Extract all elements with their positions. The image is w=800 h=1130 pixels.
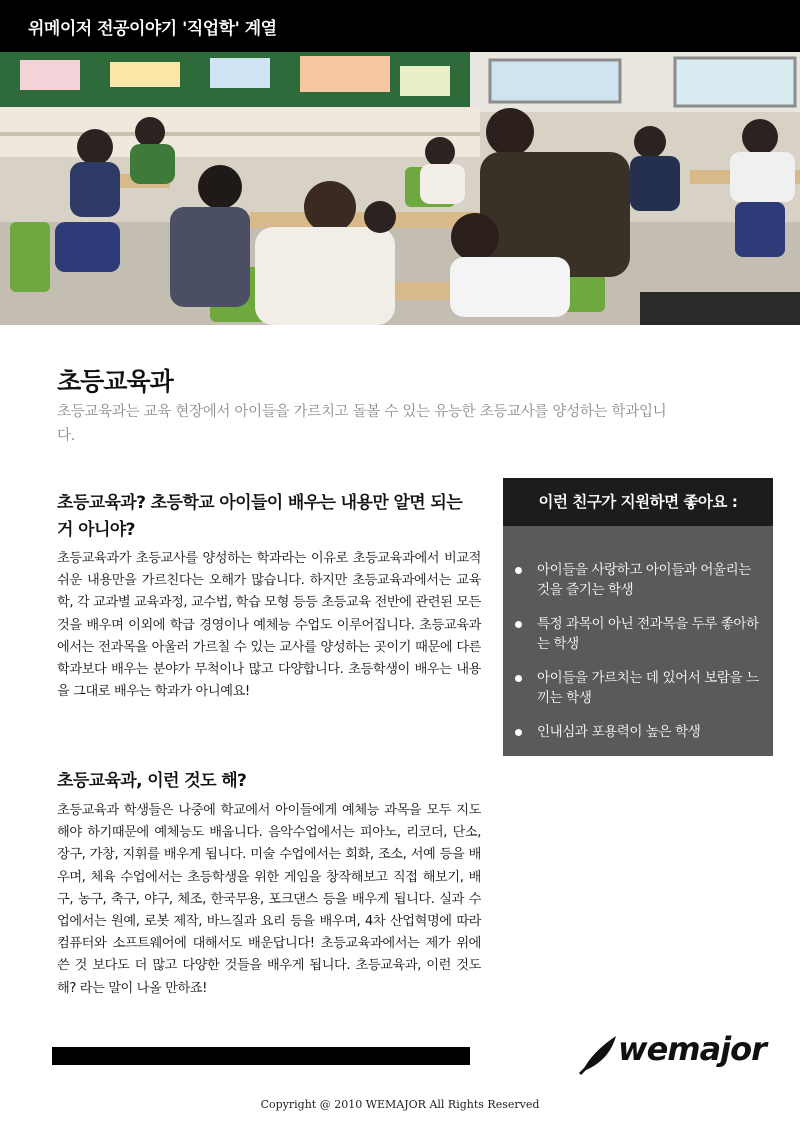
dot-icon bbox=[515, 729, 522, 736]
wemajor-logo bbox=[578, 1030, 778, 1076]
list-item bbox=[503, 668, 773, 708]
section2-heading: 초등교육과, 이런 것도 해? bbox=[57, 771, 247, 791]
list-item bbox=[503, 614, 773, 654]
ideal-student-box bbox=[503, 478, 773, 756]
leaf-icon bbox=[578, 1030, 622, 1076]
classroom-photo bbox=[0, 52, 800, 325]
dot-icon bbox=[515, 567, 522, 574]
ideal-student-list bbox=[503, 560, 773, 756]
list-item-text: 아이들을 사랑하고 아이들과 어울리는 것을 즐기는 학생 bbox=[537, 562, 751, 598]
section1-heading: 초등교육과? 초등학교 아이들이 배우는 내용만 알면 되는 거 아니야? bbox=[57, 493, 463, 540]
list-item bbox=[503, 722, 773, 742]
section2-body: 초등교육과 학생들은 나중에 학교에서 아이들에게 예체능 과목을 모두 지도해야 하기때문에 예체능도 배웁니다. 음악수업에서는 피아노, 리코더, 단소, 장구, 가창, 지휘를 배우게 됩니다. 미술 수업에서는 회화, 조소, 서예 등을 배우며, 체육 수업에서는 초등학생을 위한 게임을 창작해보고 직접 해보기, 배구, 농구, 축구, 야구, 체조, 한국무용, 포크댄스 등을 배우게 됩니다. 실과 수업에서는 원예, 로봇 제작, 바느질과 요리 등을 배우며, 4차 산업혁명에 따라 컴퓨터와 소프트웨어에 대해서도 배운답니다! 초등교육과에서는 제가 위에 쓴 것 보다도 더 많고 다양한 것들을 배우게 됩니다. 초등교육과, 이런 것도 해? 라는 말이 나올 만하죠! bbox=[57, 803, 481, 996]
page-title: 초등교육과 bbox=[57, 367, 173, 396]
list-item-text: 특정 과목이 아닌 전과목을 두루 좋아하는 학생 bbox=[537, 616, 759, 652]
logo-text: wemajor bbox=[618, 1030, 766, 1068]
ideal-student-title: 이런 친구가 지원하면 좋아요 : bbox=[503, 478, 773, 526]
list-item-text: 아이들을 가르치는 데 있어서 보람을 느끼는 학생 bbox=[537, 670, 759, 706]
header-title: 위메이저 전공이야기 '직업학' 계열 bbox=[28, 19, 277, 39]
dot-icon bbox=[515, 621, 522, 628]
list-item bbox=[503, 560, 773, 600]
copyright-text: Copyright @ 2010 WEMAJOR All Rights Reserved bbox=[260, 1098, 540, 1111]
list-item-text: 인내심과 포용력이 높은 학생 bbox=[537, 724, 701, 740]
dot-icon bbox=[515, 675, 522, 682]
footer-divider bbox=[52, 1047, 470, 1065]
section1-body: 초등교육과가 초등교사를 양성하는 학과라는 이유로 초등교육과에서 비교적 쉬운 내용만을 가르친다는 오해가 많습니다. 하지만 초등교육과에서는 교육학, 각 교과별 교육과정, 교수법, 학습 모형 등등 초등교육 전반에 관련된 모든 것을 배우며 이외에 학급 경영이나 예체능 수업도 이루어집니다. 초등교육과에서는 전과목을 아울러 가르칠 수 있는 교사를 양성하는 곳이기 때문에 다른 학과보다 배우는 분야가 무척이나 많고 다양합니다. 초등학생이 배우는 내용을 그대로 배우는 학과가 아니예요! bbox=[57, 551, 481, 700]
page-description: 초등교육과는 교육 현장에서 아이들을 가르치고 돌볼 수 있는 유능한 초등교사를 양성하는 학과입니다. bbox=[57, 404, 667, 444]
header-bar bbox=[0, 0, 800, 52]
